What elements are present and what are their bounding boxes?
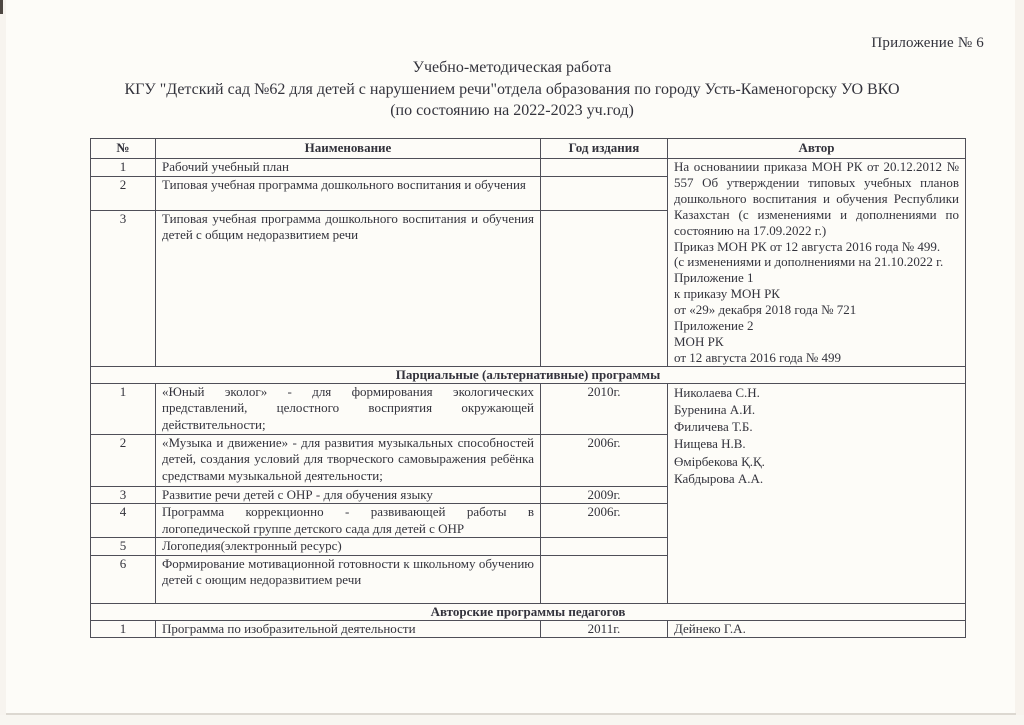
- authors-cell: [668, 383, 966, 603]
- author-name: Нищева Н.В.: [674, 436, 746, 452]
- row-year: 2011г.: [541, 620, 668, 638]
- row-name: Программа по изобразительной деятельности: [156, 620, 541, 638]
- author-line: от 12 августа 2016 года № 499: [674, 349, 842, 365]
- section-title-partial: Парциальные (альтернативные) программы: [91, 366, 966, 383]
- row-year: 2010г.: [541, 383, 668, 434]
- row-year: 2006г.: [541, 434, 668, 486]
- row-name: Формирование мотивационной готовности к школьному обучению детей с оющим недоразвитием речи: [156, 555, 541, 603]
- header-author: Автор: [668, 139, 966, 159]
- row-year: 2006г.: [541, 504, 668, 538]
- author-cell: [668, 159, 966, 367]
- author-line: Приложение 1: [674, 270, 754, 286]
- document-title: [32, 57, 992, 122]
- row-name: Типовая учебная программа дошкольного воспитания и обучения: [156, 176, 541, 210]
- author-line: от «29» декабря 2018 года № 721: [674, 302, 857, 318]
- row-number: 3: [91, 486, 156, 504]
- section-header-row: [91, 366, 966, 383]
- appendix-annotation: Приложение № 6: [871, 35, 984, 51]
- row-year: [541, 555, 668, 603]
- row-name: Логопедия(электронный ресурс): [156, 538, 541, 556]
- row-number: 1: [91, 383, 156, 434]
- title-line-3: (по состоянию на 2022-2023 уч.год): [390, 102, 634, 119]
- scan-edge-artifact: [0, 0, 6, 725]
- row-name: «Музыка и движение» - для развития музыкальных способностей детей, создания условий для творческого самовыражения ребёнка средствами музыкальной деятельности;: [156, 434, 541, 486]
- row-number: 4: [91, 504, 156, 538]
- author-name: Буренина А.И.: [674, 401, 756, 417]
- row-number: 6: [91, 555, 156, 603]
- header-name: Наименование: [156, 139, 541, 159]
- table-row: [91, 620, 966, 638]
- author-line: МОН РК: [674, 333, 724, 349]
- header-number: №: [91, 139, 156, 159]
- row-author: Дейнеко Г.А.: [668, 620, 966, 638]
- row-number: 1: [91, 620, 156, 638]
- table-row: [91, 159, 966, 177]
- table-header-row: [91, 139, 966, 159]
- row-year: [541, 210, 668, 366]
- row-name: Типовая учебная программа дошкольного воспитания и обучения детей с общим недоразвитием речи: [156, 210, 541, 366]
- title-line-1: Учебно-методическая работа: [412, 59, 612, 76]
- row-number: 2: [91, 434, 156, 486]
- row-year: [541, 159, 668, 177]
- author-name: Кабдырова А.А.: [674, 470, 764, 486]
- row-number: 1: [91, 159, 156, 177]
- section-title-author-programs: Авторские программы педагогов: [91, 603, 966, 620]
- row-number: 2: [91, 176, 156, 210]
- title-line-2: КГУ "Детский сад №62 для детей с нарушением речи"отдела образования по городу Усть-Каменогорску УО ВКО: [124, 80, 900, 98]
- author-line: (с изменениями и дополнениями на 21.10.2022 г.: [674, 254, 944, 270]
- header-year: Год издания: [541, 139, 668, 159]
- author-line: к приказу МОН РК: [674, 286, 780, 302]
- row-name: Рабочий учебный план: [156, 159, 541, 177]
- methodical-work-table: [90, 138, 966, 638]
- author-line: Приложение 2: [674, 318, 754, 334]
- author-name: Филичева Т.Б.: [674, 419, 753, 435]
- scan-edge-artifact: [1015, 0, 1024, 725]
- row-year: [541, 176, 668, 210]
- author-line: Приказ МОН РК от 12 августа 2016 года № 499.: [674, 238, 941, 254]
- row-number: 5: [91, 538, 156, 556]
- scan-edge-artifact: [0, 715, 1024, 725]
- row-name: Программа коррекционно - развивающей работы в логопедической группе детского сада для детей с ОНР: [156, 504, 541, 538]
- section-header-row: [91, 603, 966, 620]
- scan-edge-artifact: [0, 0, 3, 14]
- row-year: 2009г.: [541, 486, 668, 504]
- row-name: «Юный эколог» - для формирования экологических представлений, целостного восприятия окружающей действительности;: [156, 383, 541, 434]
- row-year: [541, 538, 668, 556]
- row-number: 3: [91, 210, 156, 366]
- table-row: [91, 383, 966, 434]
- author-name: Николаева С.Н.: [674, 384, 760, 400]
- author-paragraph: На основаниии приказа МОН РК от 20.12.2012 № 557 Об утверждении типовых учебных планов дошкольного воспитания и обучения Республики Казахстан (с изменениями и дополнениями по состоянию на 17.09.2022 г.): [674, 159, 959, 238]
- row-name: Развитие речи детей с ОНР - для обучения языку: [156, 486, 541, 504]
- author-name: Өмірбекова Қ.Қ.: [674, 453, 765, 469]
